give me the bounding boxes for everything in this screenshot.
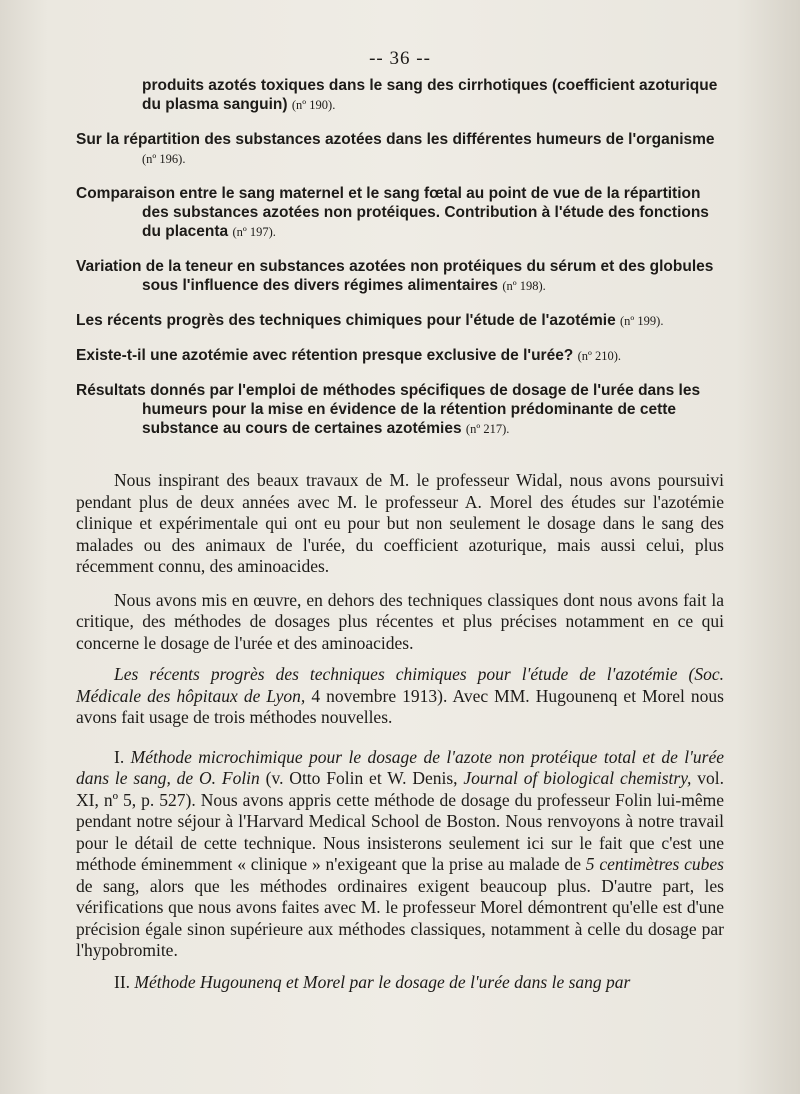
- publication-ref: (nº 199).: [620, 314, 664, 328]
- publication-entry: [76, 311, 726, 331]
- publication-ref: (nº 210).: [577, 349, 622, 363]
- section-number: I.: [114, 746, 131, 767]
- paragraph-text: de sang, alors que les méthodes ordinaires exigent beaucoup plus. D'autre part, les vérifications que nous avons faites avec M. le professeur Morel démontrent qu'elle est d'une précision égale sinon supérieure aux méthodes classiques, notamment à celle du dosage par l'hypobromite.: [76, 875, 724, 960]
- paragraph: Nous inspirant des beaux travaux de M. le professeur Widal, nous avons poursuivi pendant plus de deux années avec M. le professeur A. Morel des études sur l'azotémie clinique et expérimentale qui ont eu pour but non seulement le dosage dans le sang des malades ou des animaux de l'urée, du coefficient azoturique, mais aussi celui, plus récemment connu, des aminoacides.: [76, 470, 724, 576]
- paragraph-text: 4 novembre 1913). Avec MM. Hugounenq et Morel nous avons fait usage de trois méthodes nouvelles.: [76, 685, 724, 727]
- publication-title: produits azotés toxiques dans le sang des cirrhotiques (coefficient azoturique du plasma sanguin): [142, 77, 718, 113]
- publication-ref: (nº 196).: [142, 152, 186, 166]
- emphasis-text: 5 centimètres cubes: [585, 854, 724, 874]
- paragraph-text: (v. Otto Folin et W. Denis,: [259, 768, 464, 788]
- publication-entry: [76, 130, 726, 169]
- section-title: Méthode microchimique pour le dosage de l'azote non protéique total et de l'urée dans le sang, de O. Folin: [76, 746, 725, 788]
- publication-title: Variation de la teneur en substances azotées non protéiques du sérum et des globules sous l'influence des divers régimes alimentaires: [76, 258, 714, 294]
- journal-title: Journal of biological chemistry,: [463, 768, 692, 788]
- citation-title: Les récents progrès des techniques chimiques pour l'étude de l'azotémie (Soc. Médicale des hôpitaux de Lyon,: [76, 664, 724, 706]
- page-number: -- 36 --: [369, 48, 431, 69]
- section-title: Méthode Hugounenq et Morel par le dosage de l'urée dans le sang par: [134, 971, 631, 992]
- paragraph: [76, 747, 724, 962]
- publication-ref: (nº 197).: [232, 225, 276, 239]
- paragraph: [76, 664, 724, 729]
- section-number: II.: [114, 971, 135, 992]
- publication-entry: [76, 184, 726, 242]
- publication-ref: (nº 190).: [291, 98, 336, 112]
- paragraph: Nous avons mis en œuvre, en dehors des techniques classiques dont nous avons fait la critique, des méthodes de dosages plus récentes et plus précises notamment en ce qui concerne le dosage de l'urée et des aminoacides.: [76, 589, 724, 653]
- publication-ref: (nº 217).: [465, 422, 510, 436]
- publication-entry: [76, 257, 726, 296]
- publication-title: Résultats donnés par l'emploi de méthodes spécifiques de dosage de l'urée dans les humeurs pour la mise en évidence de la rétention prédominante de cette substance au cours de certaines azotémies: [76, 382, 701, 437]
- paragraph: [76, 972, 724, 994]
- publication-title: Existe-t-il une azotémie avec rétention presque exclusive de l'urée?: [76, 347, 574, 364]
- publication-title: Sur la répartition des substances azotées dans les différentes humeurs de l'organisme: [76, 131, 715, 148]
- publication-entry: [76, 381, 726, 439]
- paragraph-text: vol. XI, nº 5, p. 527). Nous avons appris cette méthode de dosage du professeur Folin lui-même pendant notre séjour à l'Harvard Medical School de Boston. Nous renvoyons à notre travail pour le détail de cette technique. Nous insisterons seulement ici sur le fait que c'est une méthode éminemment « clinique » n'exigeant que la prise au malade de: [76, 768, 724, 874]
- publication-title: Comparaison entre le sang maternel et le sang fœtal au point de vue de la répartition des substances azotées non protéiques. Contribution à l'étude des fonctions du placenta: [76, 185, 709, 240]
- body-text: [76, 470, 724, 1003]
- publication-title: Les récents progrès des techniques chimiques pour l'étude de l'azotémie: [76, 312, 616, 329]
- publication-entry: [76, 346, 726, 366]
- publication-list: [76, 76, 726, 454]
- publication-entry: [76, 76, 726, 115]
- publication-ref: (nº 198).: [502, 279, 546, 293]
